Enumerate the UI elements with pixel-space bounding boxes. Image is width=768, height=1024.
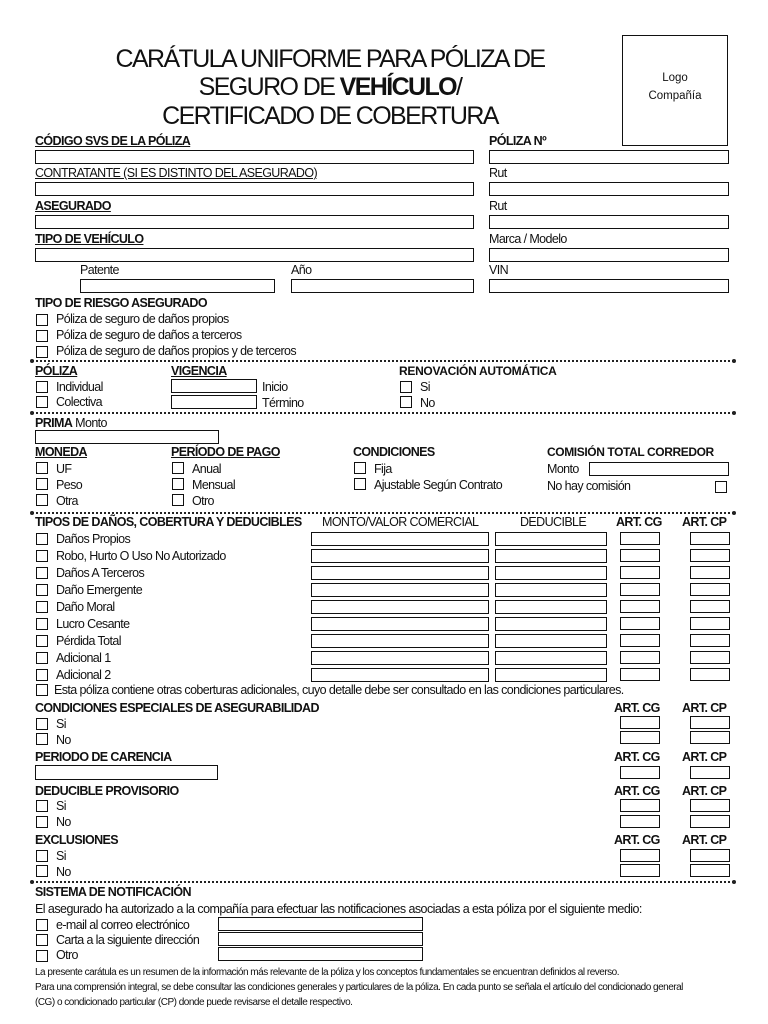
- anio-label: Año: [291, 263, 312, 277]
- section-divider: [32, 512, 734, 514]
- notif-otro-field[interactable]: [218, 947, 423, 961]
- footer-line-2: Para una comprensión integral, se debe consultar las condiciones generales y particulares de la póliza. En cada punto se señala el artículo del condicionado general: [35, 982, 683, 993]
- coverage-deducible-field[interactable]: [495, 651, 607, 665]
- periodo-otro-checkbox[interactable]: [172, 494, 184, 506]
- termino-label: Término: [262, 396, 304, 410]
- marca-modelo-label: Marca / Modelo: [489, 232, 567, 246]
- coverage-artcp-field[interactable]: [690, 532, 730, 545]
- deducible-prov-no-checkbox[interactable]: [36, 816, 48, 828]
- coverage-artcp-field[interactable]: [690, 549, 730, 562]
- coverage-label: Robo, Hurto O Uso No Autorizado: [56, 549, 226, 563]
- exclusiones-artcg-no-field[interactable]: [620, 864, 660, 877]
- coverage-artcp-field[interactable]: [690, 634, 730, 647]
- coverage-artcp-field[interactable]: [690, 617, 730, 630]
- coverage-checkbox[interactable]: [36, 601, 48, 613]
- coverage-artcp-field[interactable]: [690, 600, 730, 613]
- notif-direccion-field[interactable]: [218, 932, 423, 946]
- notif-option-label: e-mail al correo electrónico: [56, 918, 190, 932]
- periodo-anual-checkbox[interactable]: [172, 462, 184, 474]
- anio-field[interactable]: [291, 279, 474, 293]
- riesgo-danos-terceros-checkbox[interactable]: [36, 330, 48, 342]
- exclusiones-artcp-label: ART. CP: [682, 833, 727, 847]
- deducible-prov-artcp-no-field[interactable]: [690, 815, 730, 828]
- coberturas-heading: TIPOS DE DAÑOS, COBERTURA Y DEDUCIBLES: [35, 515, 302, 529]
- coverage-monto-field[interactable]: [311, 634, 489, 648]
- coverage-artcg-field[interactable]: [620, 532, 660, 545]
- rut-asegurado-label: Rut: [489, 199, 507, 213]
- moneda-uf-checkbox[interactable]: [36, 462, 48, 474]
- moneda-peso-checkbox[interactable]: [36, 478, 48, 490]
- deducible-prov-artcp-si-field[interactable]: [690, 799, 730, 812]
- poliza-no-label: PÓLIZA Nº: [489, 134, 547, 148]
- especiales-artcp-si-field[interactable]: [690, 716, 730, 729]
- renovacion-option-label: No: [420, 396, 435, 410]
- comision-monto-label: Monto: [547, 462, 579, 476]
- condiciones-option-label: Fija: [374, 462, 392, 476]
- notif-option-label: Otro: [56, 948, 78, 962]
- coverage-artcp-field[interactable]: [690, 668, 730, 681]
- exclusiones-si-checkbox[interactable]: [36, 850, 48, 862]
- comision-heading: COMISIÓN TOTAL CORREDOR: [547, 445, 714, 459]
- carencia-artcg-label: ART. CG: [614, 750, 660, 764]
- notif-email-checkbox[interactable]: [36, 919, 48, 931]
- deducible-prov-si-checkbox[interactable]: [36, 800, 48, 812]
- especiales-option-label: No: [56, 733, 71, 747]
- poliza-no-field[interactable]: [489, 150, 729, 164]
- coverage-label: Pérdida Total: [56, 634, 121, 648]
- coverage-checkbox[interactable]: [36, 635, 48, 647]
- carencia-heading: PERIODO DE CARENCIA: [35, 750, 172, 764]
- coverage-artcg-field[interactable]: [620, 634, 660, 647]
- coverage-monto-field[interactable]: [311, 532, 489, 546]
- codigo-svs-field[interactable]: [35, 150, 474, 164]
- deducible-prov-option-label: No: [56, 815, 71, 829]
- exclusiones-option-label: No: [56, 865, 71, 879]
- coverage-deducible-field[interactable]: [495, 583, 607, 597]
- coverage-monto-field[interactable]: [311, 549, 489, 563]
- coverage-artcg-field[interactable]: [620, 566, 660, 579]
- renovacion-si-checkbox[interactable]: [400, 381, 412, 393]
- periodo-option-label: Otro: [192, 494, 214, 508]
- coverage-deducible-field[interactable]: [495, 668, 607, 682]
- carencia-field[interactable]: [35, 765, 218, 780]
- riesgo-ambos-checkbox[interactable]: [36, 346, 48, 358]
- carencia-artcp-label: ART. CP: [682, 750, 727, 764]
- periodo-pago-heading: PERÍODO DE PAGO: [171, 445, 280, 459]
- title-line-1: CARÁTULA UNIFORME PARA PÓLIZA DE: [115, 45, 545, 73]
- rut-contratante-field[interactable]: [489, 182, 729, 196]
- coverage-checkbox[interactable]: [36, 533, 48, 545]
- especiales-option-label: Si: [56, 717, 66, 731]
- contratante-field[interactable]: [35, 182, 474, 196]
- otras-coberturas-checkbox[interactable]: [36, 684, 48, 696]
- especiales-heading: CONDICIONES ESPECIALES DE ASEGURABILIDAD: [35, 701, 319, 715]
- coverage-deducible-field[interactable]: [495, 634, 607, 648]
- notificacion-heading: SISTEMA DE NOTIFICACIÓN: [35, 885, 191, 899]
- coverage-checkbox[interactable]: [36, 669, 48, 681]
- deducible-prov-artcg-no-field[interactable]: [620, 815, 660, 828]
- coverage-checkbox[interactable]: [36, 584, 48, 596]
- marca-modelo-field[interactable]: [489, 248, 729, 262]
- coverage-label: Adicional 1: [56, 651, 111, 665]
- title-line-3: CERTIFICADO DE COBERTURA: [162, 102, 498, 130]
- vigencia-termino-field[interactable]: [171, 395, 257, 409]
- contratante-label: CONTRATANTE (SI ES DISTINTO DEL ASEGURADO): [35, 166, 318, 180]
- exclusiones-artcp-si-field[interactable]: [690, 849, 730, 862]
- codigo-svs-label: CÓDIGO SVS DE LA PÓLIZA: [35, 134, 191, 148]
- inicio-label: Inicio: [262, 380, 288, 394]
- col-artcp-heading: ART. CP: [682, 515, 727, 529]
- coverage-monto-field[interactable]: [311, 566, 489, 580]
- condiciones-heading: CONDICIONES: [353, 445, 435, 459]
- coverage-artcg-field[interactable]: [620, 600, 660, 613]
- renovacion-heading: RENOVACIÓN AUTOMÁTICA: [399, 364, 557, 378]
- periodo-option-label: Anual: [192, 462, 221, 476]
- moneda-otra-checkbox[interactable]: [36, 494, 48, 506]
- coverage-artcg-field[interactable]: [620, 549, 660, 562]
- prima-label: PRIMA Monto: [35, 416, 107, 430]
- otras-coberturas-text: Esta póliza contiene otras coberturas adicionales, cuyo detalle debe ser consultado en las condiciones particulares.: [54, 683, 624, 697]
- carencia-artcg-field[interactable]: [620, 766, 660, 779]
- notif-carta-checkbox[interactable]: [36, 934, 48, 946]
- notificacion-text: El asegurado ha autorizado a la compañía para efectuar las notificaciones asociadas a esta póliza por el siguiente medio:: [35, 902, 642, 916]
- coverage-checkbox[interactable]: [36, 618, 48, 630]
- exclusiones-artcg-si-field[interactable]: [620, 849, 660, 862]
- tipo-vehiculo-label: TIPO DE VEHÍCULO: [35, 232, 144, 246]
- notif-otro-checkbox[interactable]: [36, 950, 48, 962]
- riesgo-danos-propios-checkbox[interactable]: [36, 314, 48, 326]
- exclusiones-artcg-label: ART. CG: [614, 833, 660, 847]
- riesgo-heading: TIPO DE RIESGO ASEGURADO: [35, 296, 207, 310]
- vigencia-heading: VIGENCIA: [171, 364, 227, 378]
- especiales-no-checkbox[interactable]: [36, 733, 48, 745]
- deducible-prov-artcp-label: ART. CP: [682, 784, 727, 798]
- coverage-monto-field[interactable]: [311, 651, 489, 665]
- coverage-monto-field[interactable]: [311, 583, 489, 597]
- condiciones-option-label: Ajustable Según Contrato: [374, 478, 503, 492]
- deducible-provisorio-heading: DEDUCIBLE PROVISORIO: [35, 784, 179, 798]
- exclusiones-heading: EXCLUSIONES: [35, 833, 118, 847]
- footer-line-1: La presente carátula es un resumen de la información más relevante de la póliza y los conceptos fundamentales se encuentran definidos al reverso.: [35, 967, 619, 978]
- especiales-artcp-no-field[interactable]: [690, 731, 730, 744]
- coverage-checkbox[interactable]: [36, 550, 48, 562]
- coverage-label: Daño Moral: [56, 600, 115, 614]
- coverage-monto-field[interactable]: [311, 668, 489, 682]
- prima-monto-field[interactable]: [35, 430, 219, 444]
- coverage-artcp-field[interactable]: [690, 583, 730, 596]
- especiales-artcp-label: ART. CP: [682, 701, 727, 715]
- exclusiones-artcp-no-field[interactable]: [690, 864, 730, 877]
- moneda-option-label: Peso: [56, 478, 83, 492]
- notif-email-field[interactable]: [218, 917, 423, 931]
- col-artcg-heading: ART. CG: [616, 515, 662, 529]
- comision-monto-field[interactable]: [589, 462, 729, 476]
- company-logo-box: Logo Compañía: [622, 35, 728, 146]
- condiciones-ajustable-checkbox[interactable]: [354, 478, 366, 490]
- no-comision-checkbox[interactable]: [715, 481, 727, 493]
- riesgo-option-label: Póliza de seguro de daños propios: [56, 312, 229, 326]
- section-divider: [32, 881, 734, 883]
- rut-asegurado-field[interactable]: [489, 215, 729, 229]
- moneda-option-label: UF: [56, 462, 72, 476]
- tipo-vehiculo-field[interactable]: [35, 248, 474, 262]
- rut-contratante-label: Rut: [489, 166, 507, 180]
- deducible-prov-artcg-label: ART. CG: [614, 784, 660, 798]
- condiciones-fija-checkbox[interactable]: [354, 462, 366, 474]
- patente-field[interactable]: [80, 279, 275, 293]
- coverage-label: Daños A Terceros: [56, 566, 145, 580]
- poliza-option-label: Colectiva: [56, 395, 103, 409]
- deducible-prov-artcg-si-field[interactable]: [620, 799, 660, 812]
- especiales-artcg-no-field[interactable]: [620, 731, 660, 744]
- asegurado-field[interactable]: [35, 215, 474, 229]
- moneda-option-label: Otra: [56, 494, 78, 508]
- deducible-prov-option-label: Si: [56, 799, 66, 813]
- coverage-deducible-field[interactable]: [495, 532, 607, 546]
- moneda-heading: MONEDA: [35, 445, 87, 459]
- especiales-artcg-si-field[interactable]: [620, 716, 660, 729]
- col-deducible-heading: DEDUCIBLE: [520, 515, 587, 529]
- coverage-deducible-field[interactable]: [495, 617, 607, 631]
- coverage-checkbox[interactable]: [36, 652, 48, 664]
- section-divider: [32, 360, 734, 362]
- coverage-artcg-field[interactable]: [620, 668, 660, 681]
- coverage-label: Daños Propios: [56, 532, 131, 546]
- no-comision-label: No hay comisión: [547, 479, 631, 493]
- coverage-label: Lucro Cesante: [56, 617, 130, 631]
- riesgo-option-label: Póliza de seguro de daños a terceros: [56, 328, 242, 342]
- asegurado-label: ASEGURADO: [35, 199, 111, 213]
- carencia-artcp-field[interactable]: [690, 766, 730, 779]
- vin-field[interactable]: [489, 279, 729, 293]
- periodo-mensual-checkbox[interactable]: [172, 478, 184, 490]
- coverage-deducible-field[interactable]: [495, 600, 607, 614]
- coverage-monto-field[interactable]: [311, 617, 489, 631]
- coverage-label: Daño Emergente: [56, 583, 143, 597]
- section-divider: [32, 412, 734, 414]
- renovacion-no-checkbox[interactable]: [400, 396, 412, 408]
- periodo-option-label: Mensual: [192, 478, 236, 492]
- coverage-artcp-field[interactable]: [690, 566, 730, 579]
- coverage-artcg-field[interactable]: [620, 651, 660, 664]
- poliza-individual-checkbox[interactable]: [36, 381, 48, 393]
- poliza-colectiva-checkbox[interactable]: [36, 396, 48, 408]
- coverage-deducible-field[interactable]: [495, 549, 607, 563]
- col-monto-heading: MONTO/VALOR COMERCIAL: [322, 515, 479, 529]
- coverage-label: Adicional 2: [56, 668, 111, 682]
- coverage-artcp-field[interactable]: [690, 651, 730, 664]
- footer-line-3: (CG) o condicionado particular (CP) donde puede revisarse el detalle respectivo.: [35, 997, 353, 1008]
- riesgo-option-label: Póliza de seguro de daños propios y de terceros: [56, 344, 297, 358]
- coverage-checkbox[interactable]: [36, 567, 48, 579]
- poliza-option-label: Individual: [56, 380, 103, 394]
- vigencia-inicio-field[interactable]: [171, 379, 257, 393]
- coverage-artcg-field[interactable]: [620, 617, 660, 630]
- exclusiones-option-label: Si: [56, 849, 66, 863]
- coverage-artcg-field[interactable]: [620, 583, 660, 596]
- poliza-heading: PÓLIZA: [35, 364, 78, 378]
- especiales-artcg-label: ART. CG: [614, 701, 660, 715]
- vin-label: VIN: [489, 263, 509, 277]
- exclusiones-no-checkbox[interactable]: [36, 865, 48, 877]
- renovacion-option-label: Si: [420, 380, 430, 394]
- especiales-si-checkbox[interactable]: [36, 718, 48, 730]
- coverage-monto-field[interactable]: [311, 600, 489, 614]
- coverage-deducible-field[interactable]: [495, 566, 607, 580]
- patente-label: Patente: [80, 263, 119, 277]
- title-line-2: SEGURO DE VEHÍCULO/: [198, 73, 462, 101]
- notif-option-label: Carta a la siguiente dirección: [56, 933, 200, 947]
